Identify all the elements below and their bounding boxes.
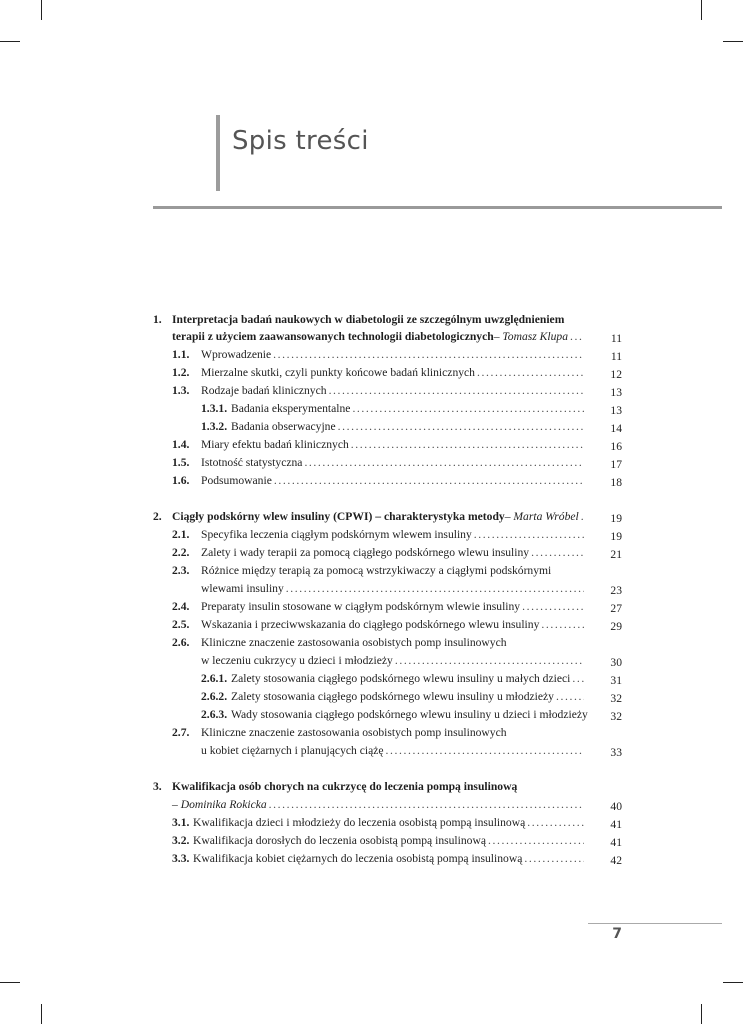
crop-mark	[0, 41, 20, 42]
toc-number: 2.	[153, 510, 162, 523]
toc-number: 2.6.1.	[201, 672, 228, 685]
toc-entry[interactable]	[172, 456, 586, 474]
toc-leader-dots	[556, 690, 584, 703]
toc-number: 2.6.2.	[201, 690, 228, 703]
toc-title: u kobiet ciężarnych i planujących ciążę	[201, 744, 384, 757]
toc-title: Miary efektu badań klinicznych	[201, 438, 349, 451]
toc-title: terapii z użyciem zaawansowanych technologii diabetologicznych	[172, 330, 494, 343]
crop-mark	[723, 41, 743, 42]
toc-page-number: 32	[610, 710, 622, 723]
toc-leader-dots	[269, 798, 584, 811]
toc-entry[interactable]	[172, 474, 586, 492]
toc-entry[interactable]	[172, 654, 586, 672]
toc-title: Wady stosowania ciągłego podskórnego wlewu insuliny u dzieci i młodzieży	[231, 708, 588, 721]
toc-leader-dots	[329, 384, 584, 397]
toc-leader-dots	[524, 852, 584, 865]
toc-title: Kwalifikacja osób chorych na cukrzycę do leczenia pompą insulinową	[172, 780, 518, 793]
toc-number: 2.7.	[172, 726, 190, 739]
title-accent-bar	[216, 115, 220, 191]
toc-title: Kliniczne znaczenie zastosowania osobistych pomp insulinowych	[201, 726, 507, 739]
footer-rule	[588, 923, 722, 924]
toc-number: 1.6.	[172, 474, 190, 487]
toc-page-number: 30	[610, 656, 622, 669]
toc-leader-dots	[477, 366, 584, 379]
toc-number: 1.1.	[172, 348, 190, 361]
toc-page-number: 32	[610, 692, 622, 705]
toc-page-number: 23	[610, 584, 622, 597]
toc-number: 2.2.	[172, 546, 190, 559]
toc-leader-dots	[338, 420, 584, 433]
toc-title: Wprowadzenie	[201, 348, 272, 361]
toc-entry[interactable]	[172, 564, 586, 582]
crop-mark	[701, 0, 702, 20]
toc-number: 1.5.	[172, 456, 190, 469]
toc-title: Interpretacja badań naukowych w diabetologii ze szczególnym uwzględnieniem	[172, 313, 565, 326]
toc-number: 2.6.3.	[201, 708, 228, 721]
toc-leader-dots	[274, 474, 584, 487]
crop-mark	[41, 1004, 42, 1024]
toc-leader-dots	[531, 546, 584, 559]
toc-title: Kwalifikacja kobiet ciężarnych do leczenia osobistą pompą insulinową	[193, 852, 523, 865]
toc-entry[interactable]	[172, 618, 586, 636]
toc-author: – Marta Wróbel	[504, 510, 579, 523]
toc-title: Badania eksperymentalne	[231, 402, 351, 415]
toc-entry[interactable]	[172, 744, 586, 762]
toc-leader-dots	[286, 582, 584, 595]
toc-entry[interactable]	[153, 313, 586, 331]
toc-title: Wskazania i przeciwwskazania do ciągłego podskórnego wlewu insuliny	[201, 618, 540, 631]
toc-entry[interactable]	[172, 600, 586, 618]
toc-title: Mierzalne skutki, czyli punkty końcowe badań klinicznych	[201, 366, 475, 379]
toc-title: Zalety stosowania ciągłego podskórnego wlewu insuliny u młodzieży	[231, 690, 554, 703]
toc-entry[interactable]	[172, 834, 586, 852]
toc-page-number: 19	[610, 530, 622, 543]
toc-page-number: 11	[610, 350, 622, 363]
toc-leader-dots	[386, 744, 584, 757]
toc-leader-dots	[304, 456, 584, 469]
toc-entry[interactable]	[172, 528, 586, 546]
toc-number: 2.6.	[172, 636, 190, 649]
toc-entry[interactable]	[153, 798, 586, 816]
toc-number: 3.2.	[172, 834, 190, 847]
toc-title: Preparaty insulin stosowane w ciągłym podskórnym wlewie insuliny	[201, 600, 521, 613]
toc-number: 2.5.	[172, 618, 190, 631]
toc-page-number: 27	[610, 602, 622, 615]
toc-number: 3.3.	[172, 852, 190, 865]
toc-number: 1.3.2.	[201, 420, 228, 433]
toc-entry[interactable]	[172, 852, 586, 870]
toc-page-number: 19	[610, 512, 622, 525]
toc-title: Kwalifikacja dzieci i młodzieży do leczenia osobistą pompą insulinową	[193, 816, 526, 829]
crop-mark	[701, 1004, 702, 1024]
toc-page-number: 13	[610, 404, 622, 417]
toc-entry[interactable]	[172, 636, 586, 654]
toc-page-number: 13	[610, 386, 622, 399]
toc-entry[interactable]	[172, 384, 586, 402]
toc-page-number: 11	[610, 332, 622, 345]
toc-leader-dots	[541, 618, 584, 631]
crop-mark	[723, 982, 743, 983]
toc-title: Kwalifikacja dorosłych do leczenia osobistą pompą insulinową	[193, 834, 486, 847]
toc-page-number: 41	[610, 818, 622, 831]
page-number: 7	[612, 926, 622, 942]
toc-number: 3.1.	[172, 816, 190, 829]
toc-entry[interactable]	[201, 420, 586, 438]
toc-entry[interactable]	[172, 348, 586, 366]
toc-number: 2.3.	[172, 564, 190, 577]
toc-entry[interactable]	[153, 780, 586, 798]
toc-leader-dots	[352, 402, 584, 415]
toc-entry[interactable]	[201, 708, 586, 726]
toc-leader-dots	[522, 600, 584, 613]
toc-entry[interactable]	[153, 330, 586, 348]
toc-number: 3.	[153, 780, 162, 793]
toc-author: – Tomasz Klupa	[493, 330, 569, 343]
toc-page-number: 29	[610, 620, 622, 633]
toc-page-number: 41	[610, 836, 622, 849]
toc-number: 1.3.	[172, 384, 190, 397]
toc-number: 2.1.	[172, 528, 190, 541]
toc-entry[interactable]	[201, 402, 586, 420]
page-title: Spis treści	[232, 126, 369, 156]
toc-number: 1.4.	[172, 438, 190, 451]
toc-entry[interactable]	[172, 546, 586, 564]
crop-mark	[41, 0, 42, 20]
toc-title: wlewami insuliny	[201, 582, 284, 595]
toc-leader-dots	[273, 348, 584, 361]
toc-entry[interactable]	[172, 582, 586, 600]
toc-leader-dots	[474, 528, 584, 541]
toc-entry[interactable]	[172, 816, 586, 834]
toc-page-number: 14	[610, 422, 622, 435]
toc-number: 1.3.1.	[201, 402, 228, 415]
toc-author: – Dominika Rokicka	[172, 798, 267, 811]
toc-entry[interactable]	[172, 726, 586, 744]
toc-title: Różnice między terapią za pomocą wstrzykiwaczy a ciągłymi podskórnymi	[201, 564, 552, 577]
toc-title: Istotność statystyczna	[201, 456, 303, 469]
toc-page-number: 21	[610, 548, 622, 561]
toc-title: w leczeniu cukrzycy u dzieci i młodzieży	[201, 654, 393, 667]
crop-mark	[0, 982, 20, 983]
toc-page-number: 40	[610, 800, 622, 813]
toc-page-number: 42	[610, 854, 622, 867]
title-rule	[153, 206, 722, 209]
toc-page-number: 18	[610, 476, 622, 489]
toc-leader-dots	[351, 438, 584, 451]
toc-entry[interactable]	[172, 438, 586, 456]
toc-title: Podsumowanie	[201, 474, 272, 487]
toc-title: Zalety stosowania ciągłego podskórnego wlewu insuliny u małych dzieci	[231, 672, 571, 685]
toc-leader-dots	[527, 816, 584, 829]
toc-page-number: 17	[610, 458, 622, 471]
toc-number: 2.4.	[172, 600, 190, 613]
toc-title: Zalety i wady terapii za pomocą ciągłego podskórnego wlewu insuliny	[201, 546, 530, 559]
toc-entry[interactable]	[153, 510, 586, 528]
toc-title: Badania obserwacyjne	[231, 420, 336, 433]
toc-page-number: 16	[610, 440, 622, 453]
toc-page-number: 33	[610, 746, 622, 759]
toc-page-number: 31	[610, 674, 622, 687]
toc-entry[interactable]	[201, 690, 586, 708]
toc-title: Ciągły podskórny wlew insuliny (CPWI) – charakterystyka metody	[172, 510, 505, 523]
toc-number: 1.2.	[172, 366, 190, 379]
toc-number: 1.	[153, 313, 162, 326]
toc-leader-dots	[395, 654, 584, 667]
toc-title: Specyfika leczenia ciągłym podskórnym wlewem insuliny	[201, 528, 472, 541]
toc-entry[interactable]	[172, 366, 586, 384]
toc-title: Kliniczne znaczenie zastosowania osobistych pomp insulinowych	[201, 636, 507, 649]
toc-title: Rodzaje badań klinicznych	[201, 384, 327, 397]
toc-page-number: 12	[610, 368, 622, 381]
toc-entry[interactable]	[201, 672, 586, 690]
toc-leader-dots	[488, 834, 584, 847]
